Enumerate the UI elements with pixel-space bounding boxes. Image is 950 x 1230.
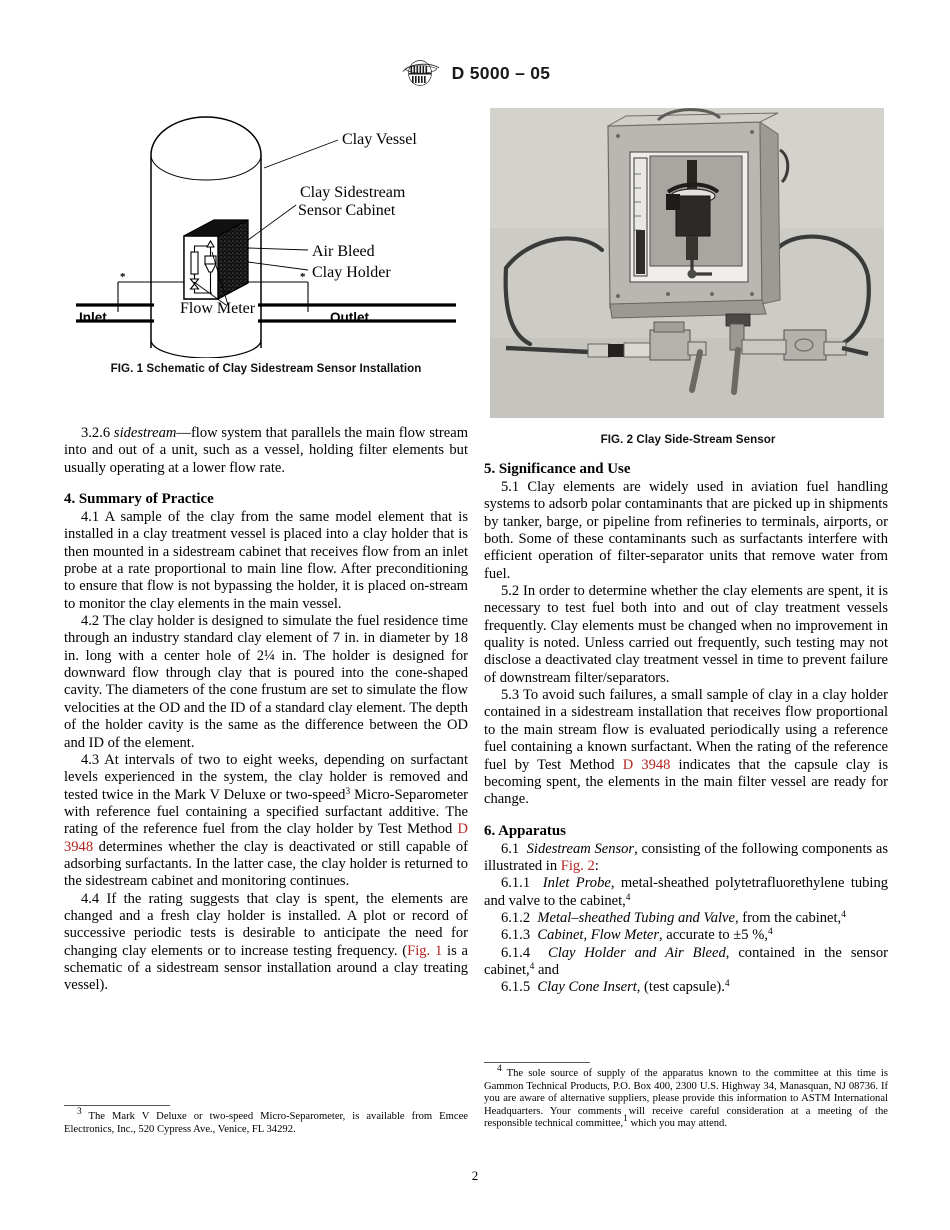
paragraph-6-1-3-text: , accurate to ±5 %, — [659, 927, 768, 944]
paragraph-number: 6.1.3 — [501, 927, 531, 944]
run-in-heading: Metal–sheathed Tubing and Valve — [537, 909, 735, 926]
figure-1-label-clay-holder: Clay Holder — [312, 264, 391, 281]
paragraph-6-1-5 — [484, 979, 888, 996]
paragraph-5-3 — [484, 687, 888, 808]
footnote-marker-4: 4 — [625, 892, 631, 903]
paragraph-6-1-2-text: , from the cabinet, — [734, 909, 842, 926]
figure-1-label-clay-vessel: Clay Vessel — [342, 131, 417, 148]
figure-2-photograph — [490, 108, 884, 418]
astm-logo-icon — [400, 58, 442, 88]
paragraph-number: 3.2.6 — [81, 425, 111, 441]
paragraph-4-3-part-b: Micro-Separometer with reference fuel containing a specified surfactant additive. The rating of the reference fuel from the clay holder by Test Method — [64, 786, 469, 838]
paragraph-number: 6.1.5 — [501, 979, 531, 996]
footnote-marker-1: 1 — [623, 1114, 628, 1125]
paragraph-5-3-part-b: indicates that the capsule clay is becoming spent, the elements in the main filter vessel are ready for change. — [484, 756, 888, 808]
paragraph-4-4-part-a: 4.4 If the rating suggests that clay is spent, the elements are changed and a fresh clay holder is installed. A plot or record of successive periodic tests is desirable to anticipate the need for changing clay elements or to increase testing frequency. ( — [64, 890, 468, 959]
heading-4-summary-of-practice: 4. Summary of Practice — [64, 491, 214, 508]
page-header — [0, 58, 950, 92]
run-in-heading: Cabinet, Flow Meter — [537, 927, 659, 944]
paragraph-6-1-3 — [484, 927, 888, 944]
paragraph-number: 6.1.2 — [501, 909, 531, 926]
run-in-heading: Clay Holder and Air Bleed — [548, 944, 726, 961]
paragraph-5-1: 5.1 Clay elements are widely used in aviation fuel handling systems to adsorb polar contaminants that are picked up in shipments by tanker, barge, or pipeline from refineries to terminals, airports, or both. Some of these contaminants such as surfactants interfere with efficient operation of filter-separator units that remove water from fuel. — [484, 479, 888, 582]
figure-2-caption: FIG. 2 Clay Side-Stream Sensor — [600, 433, 776, 446]
document-designation: D 5000 – 05 — [451, 62, 551, 83]
paragraph-6-1 — [484, 841, 888, 876]
paragraph-6-1-part-a: , consisting of the following components as illustrated in — [484, 840, 888, 874]
paragraph-4-1: 4.1 A sample of the clay from the same model element that is installed in a clay treatment vessel is placed into a clay holder that is then mounted in a sidestream cabinet that receives flow from an inlet probe at a rate proportional to main line flow. After preconditioning to ensure that flow is not bypassing the holder, it is placed on-stream to monitor the clay elements in the main vessel. — [64, 509, 468, 612]
reference-link-fig-2[interactable]: Fig. 2 — [560, 857, 595, 874]
paragraph-number: 6.1.1 — [501, 875, 531, 892]
footnote-rule — [64, 1105, 170, 1106]
run-in-heading: Inlet Probe — [542, 875, 611, 892]
defined-term: sidestream — [113, 425, 177, 441]
figure-1-asterisk-right: * — [300, 271, 306, 283]
paragraph-4-3 — [64, 752, 468, 891]
paragraph-6-1-part-b: : — [594, 857, 599, 874]
footnote-marker-4: 4 — [724, 979, 730, 990]
paragraph-number: 6.1.4 — [501, 944, 531, 961]
paragraph-4-3-part-c: determines whether the clay is deactivated or still capable of adsorbing surfactants. In the latter case, the clay holder is returned to the sidestream cabinet and monitoring continues. — [64, 838, 468, 890]
run-in-heading: Sidestream Sensor — [526, 840, 635, 857]
right-text-column — [484, 460, 888, 997]
left-text-column — [64, 425, 468, 995]
paragraph-6-1-4-text: , contained in the sensor cabinet, — [484, 944, 888, 978]
footnote-4-body-a: The sole source of supply of the apparatus known to the committee at this time is Gammon Technical Products, P.O. Box 400, 2300 U.S. Highway 34, Manasquan, NJ 08736. If you are aware of alternative suppliers, please provide this information to ASTM International Headquarters. Your comments will receive careful consideration at a meeting of the responsible technical committee, — [484, 1068, 888, 1130]
paragraph-4-4-part-b: is a schematic of a sidestream sensor installation around a clay treating vessel). — [64, 942, 469, 994]
footnote-marker-3: 3 — [77, 1106, 82, 1117]
footnote-rule — [484, 1062, 590, 1063]
paragraph-5-2: 5.2 In order to determine whether the clay elements are spent, it is necessary to test fuel both into and out of clay treatment vessels frequently. Clay elements must be changed when no improvement in quality is noted. Unless carried out frequently, such testing may not disclose a deactivated clay treatment vessel in time to prevent failure of downstream filter/separators. — [484, 583, 888, 686]
paragraph-6-1-4 — [484, 945, 888, 980]
heading-5-significance-and-use: 5. Significance and Use — [484, 461, 631, 477]
figure-1-caption: FIG. 1 Schematic of Clay Sidestream Sensor Installation — [110, 362, 422, 375]
footnote-marker-4: 4 — [767, 927, 773, 938]
figure-1-label-outlet: Outlet — [330, 310, 369, 325]
footnote-4-body-b: which you may attend. — [627, 1118, 727, 1130]
figure-1-label-inlet: Inlet — [79, 310, 107, 325]
paragraph-5-3-part-a: 5.3 To avoid such failures, a small sample of clay in a clay holder contained in a sidestream installation that receives flow proportional to the main stream flow is evaluated periodically using a reference fuel containing a known surfactant. When the rating of the reference fuel by Test Method — [484, 687, 888, 773]
page-number: 2 — [471, 1168, 479, 1183]
figure-2 — [490, 108, 886, 446]
footnote-marker-4: 4 — [497, 1063, 502, 1074]
figure-1-schematic — [76, 100, 456, 358]
footnote-marker-3: 3 — [345, 786, 351, 797]
reference-link-d3948[interactable]: D 3948 — [64, 821, 468, 855]
reference-link-d3948[interactable]: D 3948 — [622, 756, 671, 773]
paragraph-6-1-4-tail: and — [534, 961, 559, 978]
paragraph-number: 6.1 — [501, 840, 520, 857]
paragraph-6-1-2 — [484, 910, 888, 927]
paragraph-4-4 — [64, 891, 468, 995]
footnote-marker-4: 4 — [529, 961, 535, 972]
run-in-heading: Clay Cone Insert — [537, 979, 637, 996]
figure-1 — [64, 100, 468, 375]
paragraph-6-1-1-text: , metal-sheathed polytetrafluorethylene tubing and valve to the cabinet, — [484, 875, 888, 909]
figure-1-label-air-bleed: Air Bleed — [312, 243, 375, 260]
paragraph-3-2-6 — [64, 425, 468, 477]
figure-1-label-cabinet-line2: Sensor Cabinet — [298, 202, 396, 219]
footnote-marker-4: 4 — [841, 909, 846, 920]
figure-1-label-flow-meter: Flow Meter — [180, 300, 256, 317]
reference-link-fig-1[interactable]: Fig. 1 — [407, 942, 443, 959]
footnote-3-text — [64, 1106, 468, 1136]
figure-1-label-cabinet-line1: Clay Sidestream — [300, 184, 406, 201]
paragraph-6-1-5-text: , (test capsule). — [636, 979, 725, 996]
footnote-4 — [484, 1062, 888, 1131]
footnote-4-text — [484, 1063, 888, 1131]
footnote-3-body: The Mark V Deluxe or two-speed Micro-Separometer, is available from Emcee Electronics, Inc., 520 Cypress Ave., Venice, FL 34292. — [64, 1111, 468, 1135]
footnote-3 — [64, 1105, 468, 1136]
figure-1-asterisk-left: * — [120, 271, 126, 283]
paragraph-6-1-1 — [484, 875, 888, 910]
paragraph-text: —flow system that parallels the main flow stream into and out of a unit, such as a vessel, holding filter elements but usually operating at a lower flow rate. — [64, 425, 469, 476]
paragraph-4-3-part-a: 4.3 At intervals of two to eight weeks, depending on surfactant levels experienced in the system, the clay holder is removed and tested twice in the Mark V Deluxe or two-speed — [64, 751, 468, 803]
paragraph-4-2: 4.2 The clay holder is designed to simulate the fuel residence time through an industry standard clay element of 7 in. in diameter by 18 in. long with a center hole of 2¼ in. The holder is designed for downward flow through clay that is poured into the cone-shaped cavity. The diameters of the cone frustum are set to simulate the flow velocities at the OD and the ID of a standard clay element. The depth of the holder cavity is the same as the difference between the OD and ID of the element. — [64, 613, 468, 751]
heading-6-apparatus: 6. Apparatus — [484, 822, 566, 839]
